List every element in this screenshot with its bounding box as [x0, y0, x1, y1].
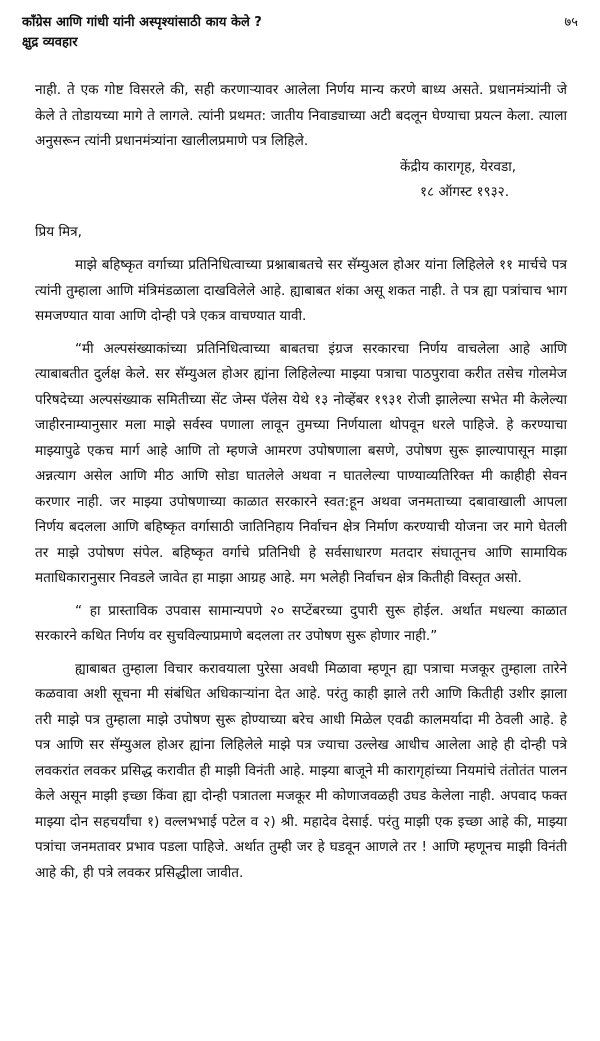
letter-salutation: प्रिय मित्र, [35, 223, 82, 240]
page-header [22, 14, 578, 58]
letter-paragraph-2: “मी अल्पसंख्याकांच्या प्रतिनिधित्वाच्या बाबतचा इंग्रज सरकारचा निर्णय वाचलेला आहे आणि त्याबाबतीत दुर्लक्ष केले. सर सॅम्युअल होअर ह्यांना लिहिलेल्या माझ्या पत्राचा पाठपुरावा करीत तसेच गोलमेज परिषदेच्या अल्पसंख्याक समितीच्या सेंट जेम्स पॅलेस येथे १३ नोव्हेंबर १९३१ रोजी झालेल्या सभेत मी केलेल्या जाहीरनाम्यानुसार मला माझे सर्वस्व पणाला लावून तुमच्या निर्णयाला थोपवून धरले पाहिजे. हे करण्याचा माझ्यापुढे एकच मार्ग आहे आणि तो म्हणजे आमरण उपोषणाला बसणे, उपोषण सुरू झाल्यापासून माझा अन्नत्याग असेल आणि मीठ आणि सोडा घातलेले अथवा न घातलेल्या पाण्याव्यतिरिक्त मी काहीही सेवन करणार नाही. जर माझ्या उपोषणाच्या काळात सरकारने स्वत:हून अथवा जनमताच्या दबावाखाली आपला निर्णय बदलला आणि बहिष्कृत वर्गासाठी जातिनिहाय निर्वाचन क्षेत्र निर्माण करण्याची योजना जर मागे घेतली तर माझे उपोषण संपेल. बहिष्कृत वर्गाचे प्रतिनिधी हे सर्वसाधारण मतदार संघातूनच आणि सामायिक मताधिकारानुसार निवडले जावेत हा माझा आग्रह आहे. मग भलेही निर्वाचन क्षेत्र कितीही विस्तृत असो. [35, 340, 567, 586]
letter-date: १८ ऑगस्ट १९३२. [420, 184, 510, 200]
letter-address: केंद्रीय कारागृह, येरवडा, [400, 158, 517, 175]
page-body [35, 78, 567, 886]
running-title: कॉंग्रेस आणि गांधी यांनी अस्पृश्यांसाठी काय केले ? [22, 15, 262, 30]
running-subtitle: क्षुद्र व्यवहार [22, 35, 78, 50]
letter-paragraph-1: माझे बहिष्कृत वर्गाच्या प्रतिनिधित्वाच्या प्रश्नाबाबतचे सर सॅम्युअल होअर यांना लिहिलेले ११ मार्चचे पत्र त्यांनी तुम्हाला आणि मंत्रिमंडळाला दाखविलेले आहे. ह्याबाबत शंका असू शकत नाही. ते पत्र ह्या पत्रांचाच भाग समजण्यात यावा आणि दोन्ही पत्रे एकत्र वाचण्यात यावी. [35, 257, 567, 324]
paragraph-intro: नाही. ते एक गोष्ट विसरले की, सही करणाऱ्यावर आलेला निर्णय मान्य करणे बाध्य असते. प्रधानमंत्र्यांनी जे केले ते तोडायच्या मागे ते लागले. त्यांनी प्रथमत: जातीय निवाड्याच्या अटी बदलून घेण्याचा प्रयत्न केला. त्याला अनुसरून त्यांनी प्रधानमंत्र्यांना खालीलप्रमाणे पत्र लिहिले. [35, 82, 567, 149]
letter-paragraph-3: “ हा प्रास्ताविक उपवास सामान्यपणे २० सप्टेंबरच्या दुपारी सुरू होईल. अर्थात मधल्या काळात सरकारने कथित निर्णय वर सुचविल्याप्रमाणे बदलला तर उपोषण सुरू होणार नाही.” [35, 602, 567, 644]
letter-paragraph-4: ह्याबाबत तुम्हाला विचार करावयाला पुरेसा अवधी मिळावा म्हणून ह्या पत्राचा मजकूर तुम्हाला तारेने कळवावा अशी सूचना मी संबंधित अधिकाऱ्यांना देत आहे. परंतु काही झाले तरी आणि कितीही उशीर झाला तरी माझे पत्र तुम्हाला माझे उपोषण सुरू होण्याच्या बरेच आधी मिळेल एवढी कालमर्यादा मी ठेवली आहे. हे पत्र आणि सर सॅम्युअल होअर ह्यांना लिहिलेले माझे पत्र ज्याचा उल्लेख आधीच आलेला आहे ही दोन्ही पत्रे लवकरांत लवकर प्रसिद्ध करावीत ही माझी विनंती आहे. माझ्या बाजूने मी कारागृहांच्या नियमांचे तंतोतंत पालन केले असून माझी इच्छा किंवा ह्या दोन्ही पत्रातला मजकूर मी कोणाजवळही उघड केलेला नाही. अपवाद फक्त माझ्या दोन सहचर्यांचा १) वल्लभभाई पटेल व २) श्री. महादेव देसाई. परंतु माझी एक इच्छा आहे की, माझ्या पत्रांचा जनमतावर प्रभाव पडला पाहिजे. अर्थात तुम्ही जर हे घडवून आणले तर ! आणि म्हणूनच माझी विनंती आहे की, ही पत्रे लवकर प्रसिद्धीला जावीत. [35, 660, 567, 881]
page-number: ७५ [564, 15, 578, 30]
